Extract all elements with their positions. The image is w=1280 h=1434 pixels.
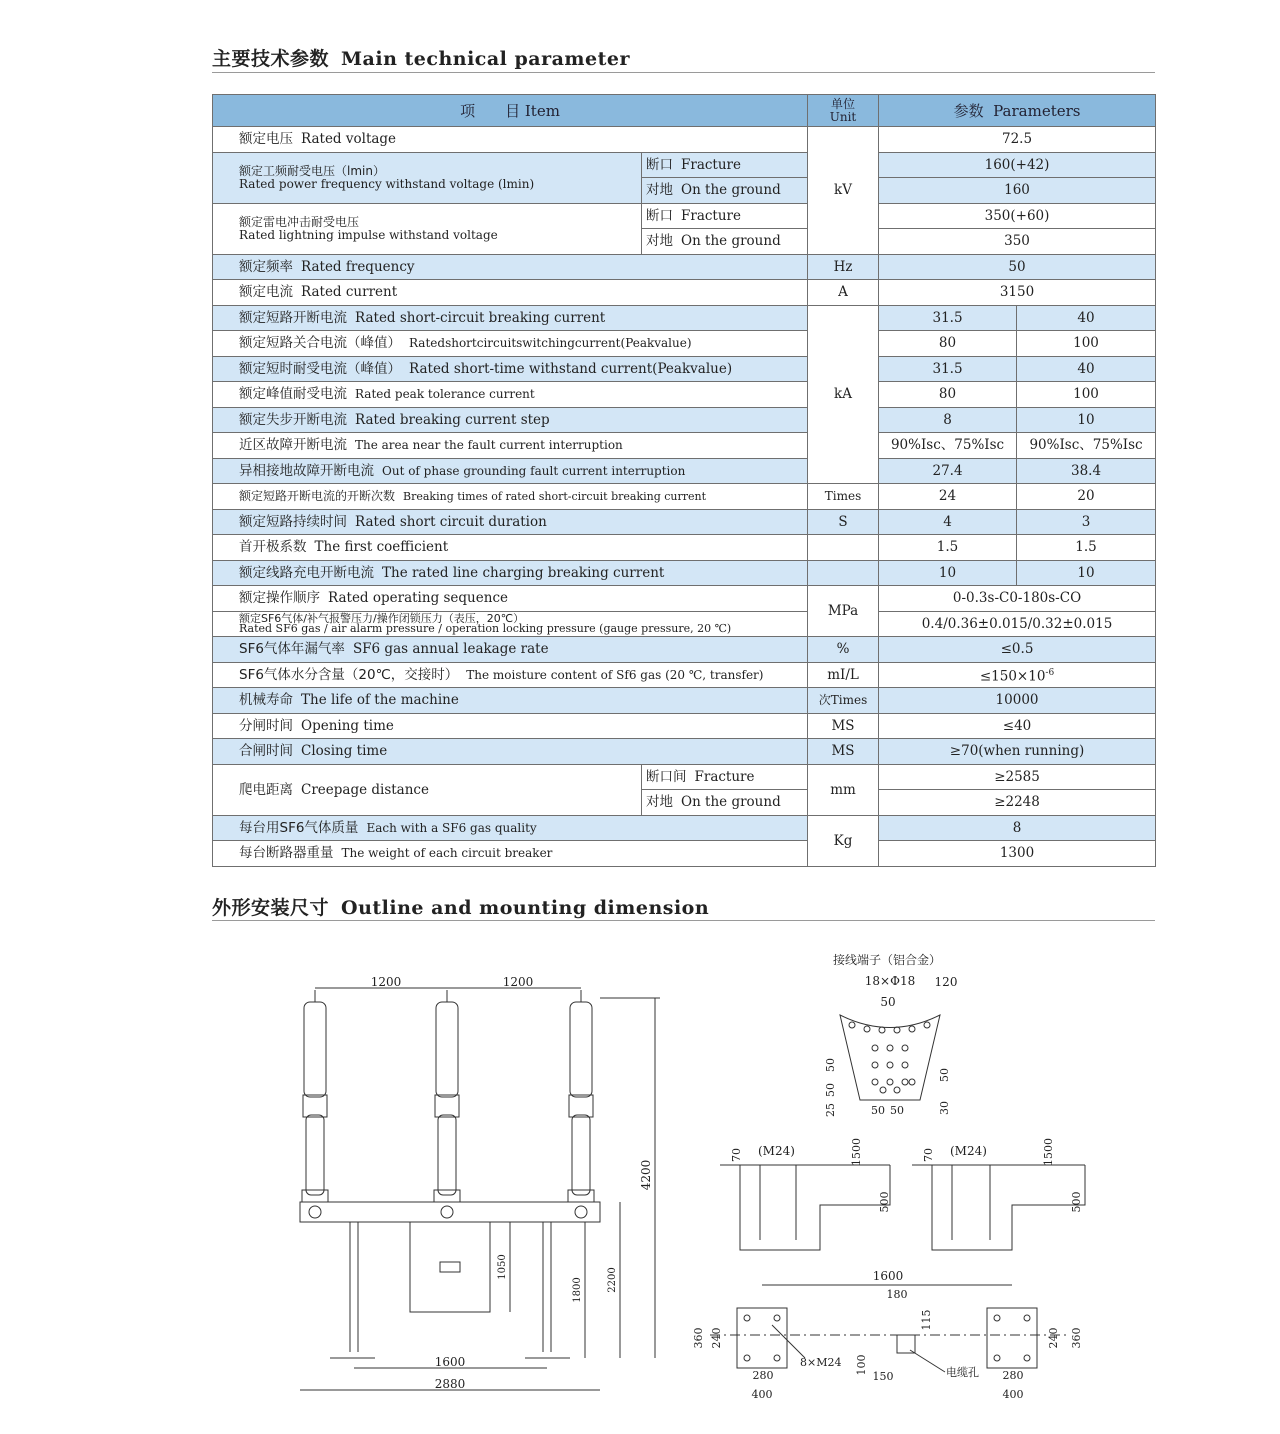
dim-1200a: 1200 [370, 975, 402, 989]
table-row: SF6气体年漏气率 SF6 gas annual leakage rate % ≤0.5 [213, 637, 1156, 663]
dim-1600: 1600 [434, 1355, 466, 1369]
header-item: 项 目 Item [213, 95, 808, 127]
table-row: 每台用SF6气体质量 Each with a SF6 gas quality Kg 8 [213, 815, 1156, 841]
title-divider [212, 920, 1155, 921]
dim-50-bot1: 50 [871, 1104, 885, 1117]
parameter-table [212, 94, 1156, 867]
dim-280: 280 [1002, 1369, 1024, 1382]
dim-280: 280 [752, 1369, 774, 1382]
table-row: 对地 On the ground 350 [213, 229, 1156, 255]
dim-500: 500 [878, 1191, 891, 1213]
insulator-pole [302, 990, 328, 1202]
header-parameters: 参数 Parameters [879, 95, 1156, 127]
table-row: SF6气体水分含量（20℃，交接时） The moisture content of Sf6 gas (20 ℃, transfer) mI/L $\le 150\times 10^{-6}$ [213, 662, 1156, 688]
dim-360: 360 [1070, 1327, 1083, 1349]
table-row: 每台断路器重量 The weight of each circuit breaker 1300 [213, 841, 1156, 867]
section-title-cn: 主要技术参数 [212, 48, 330, 70]
dim-70: 70 [730, 1148, 743, 1162]
cable-hole-label: 电缆孔 [946, 1366, 979, 1379]
table-row: 额定操作顺序 Rated operating sequence MPa 0-0.3s-C0-180s-CO [213, 586, 1156, 612]
section-title-parameters [212, 44, 630, 71]
foundation-section-right [912, 1138, 1085, 1250]
dim-180: 180 [886, 1288, 908, 1301]
table-row: 额定线路充电开断电流 The rated line charging breaking current 10 10 [213, 560, 1156, 586]
foundation-section-left [720, 1138, 891, 1250]
table-row: 首开极系数 The first coefficient 1.5 1.5 [213, 535, 1156, 561]
table-row: 额定短路持续时间 Rated short circuit duration S 4 3 [213, 509, 1156, 535]
table-row: 分闸时间 Opening time MS ≤40 [213, 713, 1156, 739]
dim-360: 360 [692, 1327, 705, 1349]
section-title-cn: 外形安装尺寸 [212, 897, 330, 919]
table-row: 额定SF6气体/补气报警压力/操作闭锁压力（表压，20℃） Rated SF6 gas / air alarm pressure / operation locking pressure (gauge pressure, 20 ℃) 0.4/0.36±0.015/0.32±0.015 [213, 611, 1156, 637]
dim-100: 100 [855, 1354, 868, 1376]
table-row: 额定电压 Rated voltage kV 72.5 [213, 127, 1156, 153]
dim-240: 240 [1047, 1327, 1060, 1349]
dim-50-bot2: 50 [890, 1104, 904, 1117]
section-title-outline [212, 893, 709, 920]
dim-4200: 4200 [639, 1159, 653, 1191]
table-row: 额定短路开断电流 Rated short-circuit breaking current kA 31.5 40 [213, 305, 1156, 331]
insulator-pole [568, 990, 594, 1202]
table-row: 额定短时耐受电流（峰值） Rated short-time withstand current(Peakvalue) 31.5 40 [213, 356, 1156, 382]
dim-50b: 50 [824, 1083, 837, 1097]
table-row: 对地 On the ground 160 [213, 178, 1156, 204]
dim-1200b: 1200 [502, 975, 534, 989]
terminal-title: 接线端子（铝合金） [833, 953, 942, 967]
support-beam [300, 1202, 600, 1222]
dim-115: 115 [920, 1309, 933, 1331]
dim-1500: 1500 [850, 1138, 863, 1166]
dim-400: 400 [1002, 1388, 1024, 1401]
table-row: 对地 On the ground ≥2248 [213, 790, 1156, 816]
table-row: 机械寿命 The life of the machine 次Times 10000 [213, 688, 1156, 714]
dim-70: 70 [922, 1148, 935, 1162]
table-row: 额定电流 Rated current A 3150 [213, 280, 1156, 306]
table-row: 额定失步开断电流 Rated breaking current step 8 10 [213, 407, 1156, 433]
dim-1050: 1050 [497, 1254, 508, 1280]
dim-30: 30 [938, 1101, 951, 1115]
table-row: 额定短路开断电流的开断次数 Breaking times of rated short-circuit breaking current Times 24 20 [213, 484, 1156, 510]
table-header [213, 95, 1156, 127]
dim-120: 120 [934, 975, 958, 989]
dim-1600: 1600 [872, 1269, 904, 1283]
foundation-plan [692, 1269, 1083, 1401]
table-row: 近区故障开断电流 The area near the fault current interruption 90%Isc、75%Isc 90%Isc、75%Isc [213, 433, 1156, 459]
table-row: 额定短路关合电流（峰值） Ratedshortcircuitswitchingcurrent(Peakvalue) 80 100 [213, 331, 1156, 357]
unit-cell: kV [808, 127, 879, 255]
table-row: 异相接地故障开断电流 Out of phase grounding fault current interruption 27.4 38.4 [213, 458, 1156, 484]
control-cabinet [410, 1222, 490, 1312]
dim-holes: 18×Φ18 [864, 974, 916, 988]
dim-2200: 2200 [607, 1267, 618, 1293]
outline-drawing [200, 940, 1160, 1410]
dim-400: 400 [751, 1388, 773, 1401]
header-unit: 单位 Unit [808, 95, 879, 127]
dim-2880: 2880 [434, 1377, 466, 1391]
dim-500: 500 [1070, 1191, 1083, 1213]
cable-hole [897, 1335, 915, 1353]
terminal-detail [824, 952, 957, 1117]
dim-50-top: 50 [880, 995, 896, 1009]
dim-m24: (M24) [950, 1144, 987, 1158]
dim-25: 25 [824, 1103, 837, 1117]
table-row: 额定工频耐受电压（lmin） Rated power frequency withstand voltage (lmin) 断口 Fracture 160(+42) [213, 152, 1156, 178]
table-row: 合闸时间 Closing time MS ≥70(when running) [213, 739, 1156, 765]
front-view [300, 975, 660, 1391]
dim-150: 150 [872, 1370, 894, 1383]
section-title-en: Main technical parameter [341, 48, 630, 70]
table-row: 额定频率 Rated frequency Hz 50 [213, 254, 1156, 280]
dim-m24: (M24) [758, 1144, 795, 1158]
table-row: 爬电距离 Creepage distance 断口间 Fracture mm ≥2585 [213, 764, 1156, 790]
insulator-pole [434, 990, 460, 1202]
section-title-en: Outline and mounting dimension [341, 897, 710, 919]
dim-8xm24: 8×M24 [800, 1356, 842, 1369]
dim-1800: 1800 [572, 1277, 583, 1303]
table-row: 额定峰值耐受电流 Rated peak tolerance current 80 100 [213, 382, 1156, 408]
title-divider [212, 72, 1155, 73]
table-row: 额定雷电冲击耐受电压 Rated lightning impulse withstand voltage 断口 Fracture 350(+60) [213, 203, 1156, 229]
dim-50-right: 50 [938, 1068, 951, 1082]
dim-240: 240 [710, 1327, 723, 1349]
dim-50a: 50 [824, 1058, 837, 1072]
dim-1500: 1500 [1042, 1138, 1055, 1166]
